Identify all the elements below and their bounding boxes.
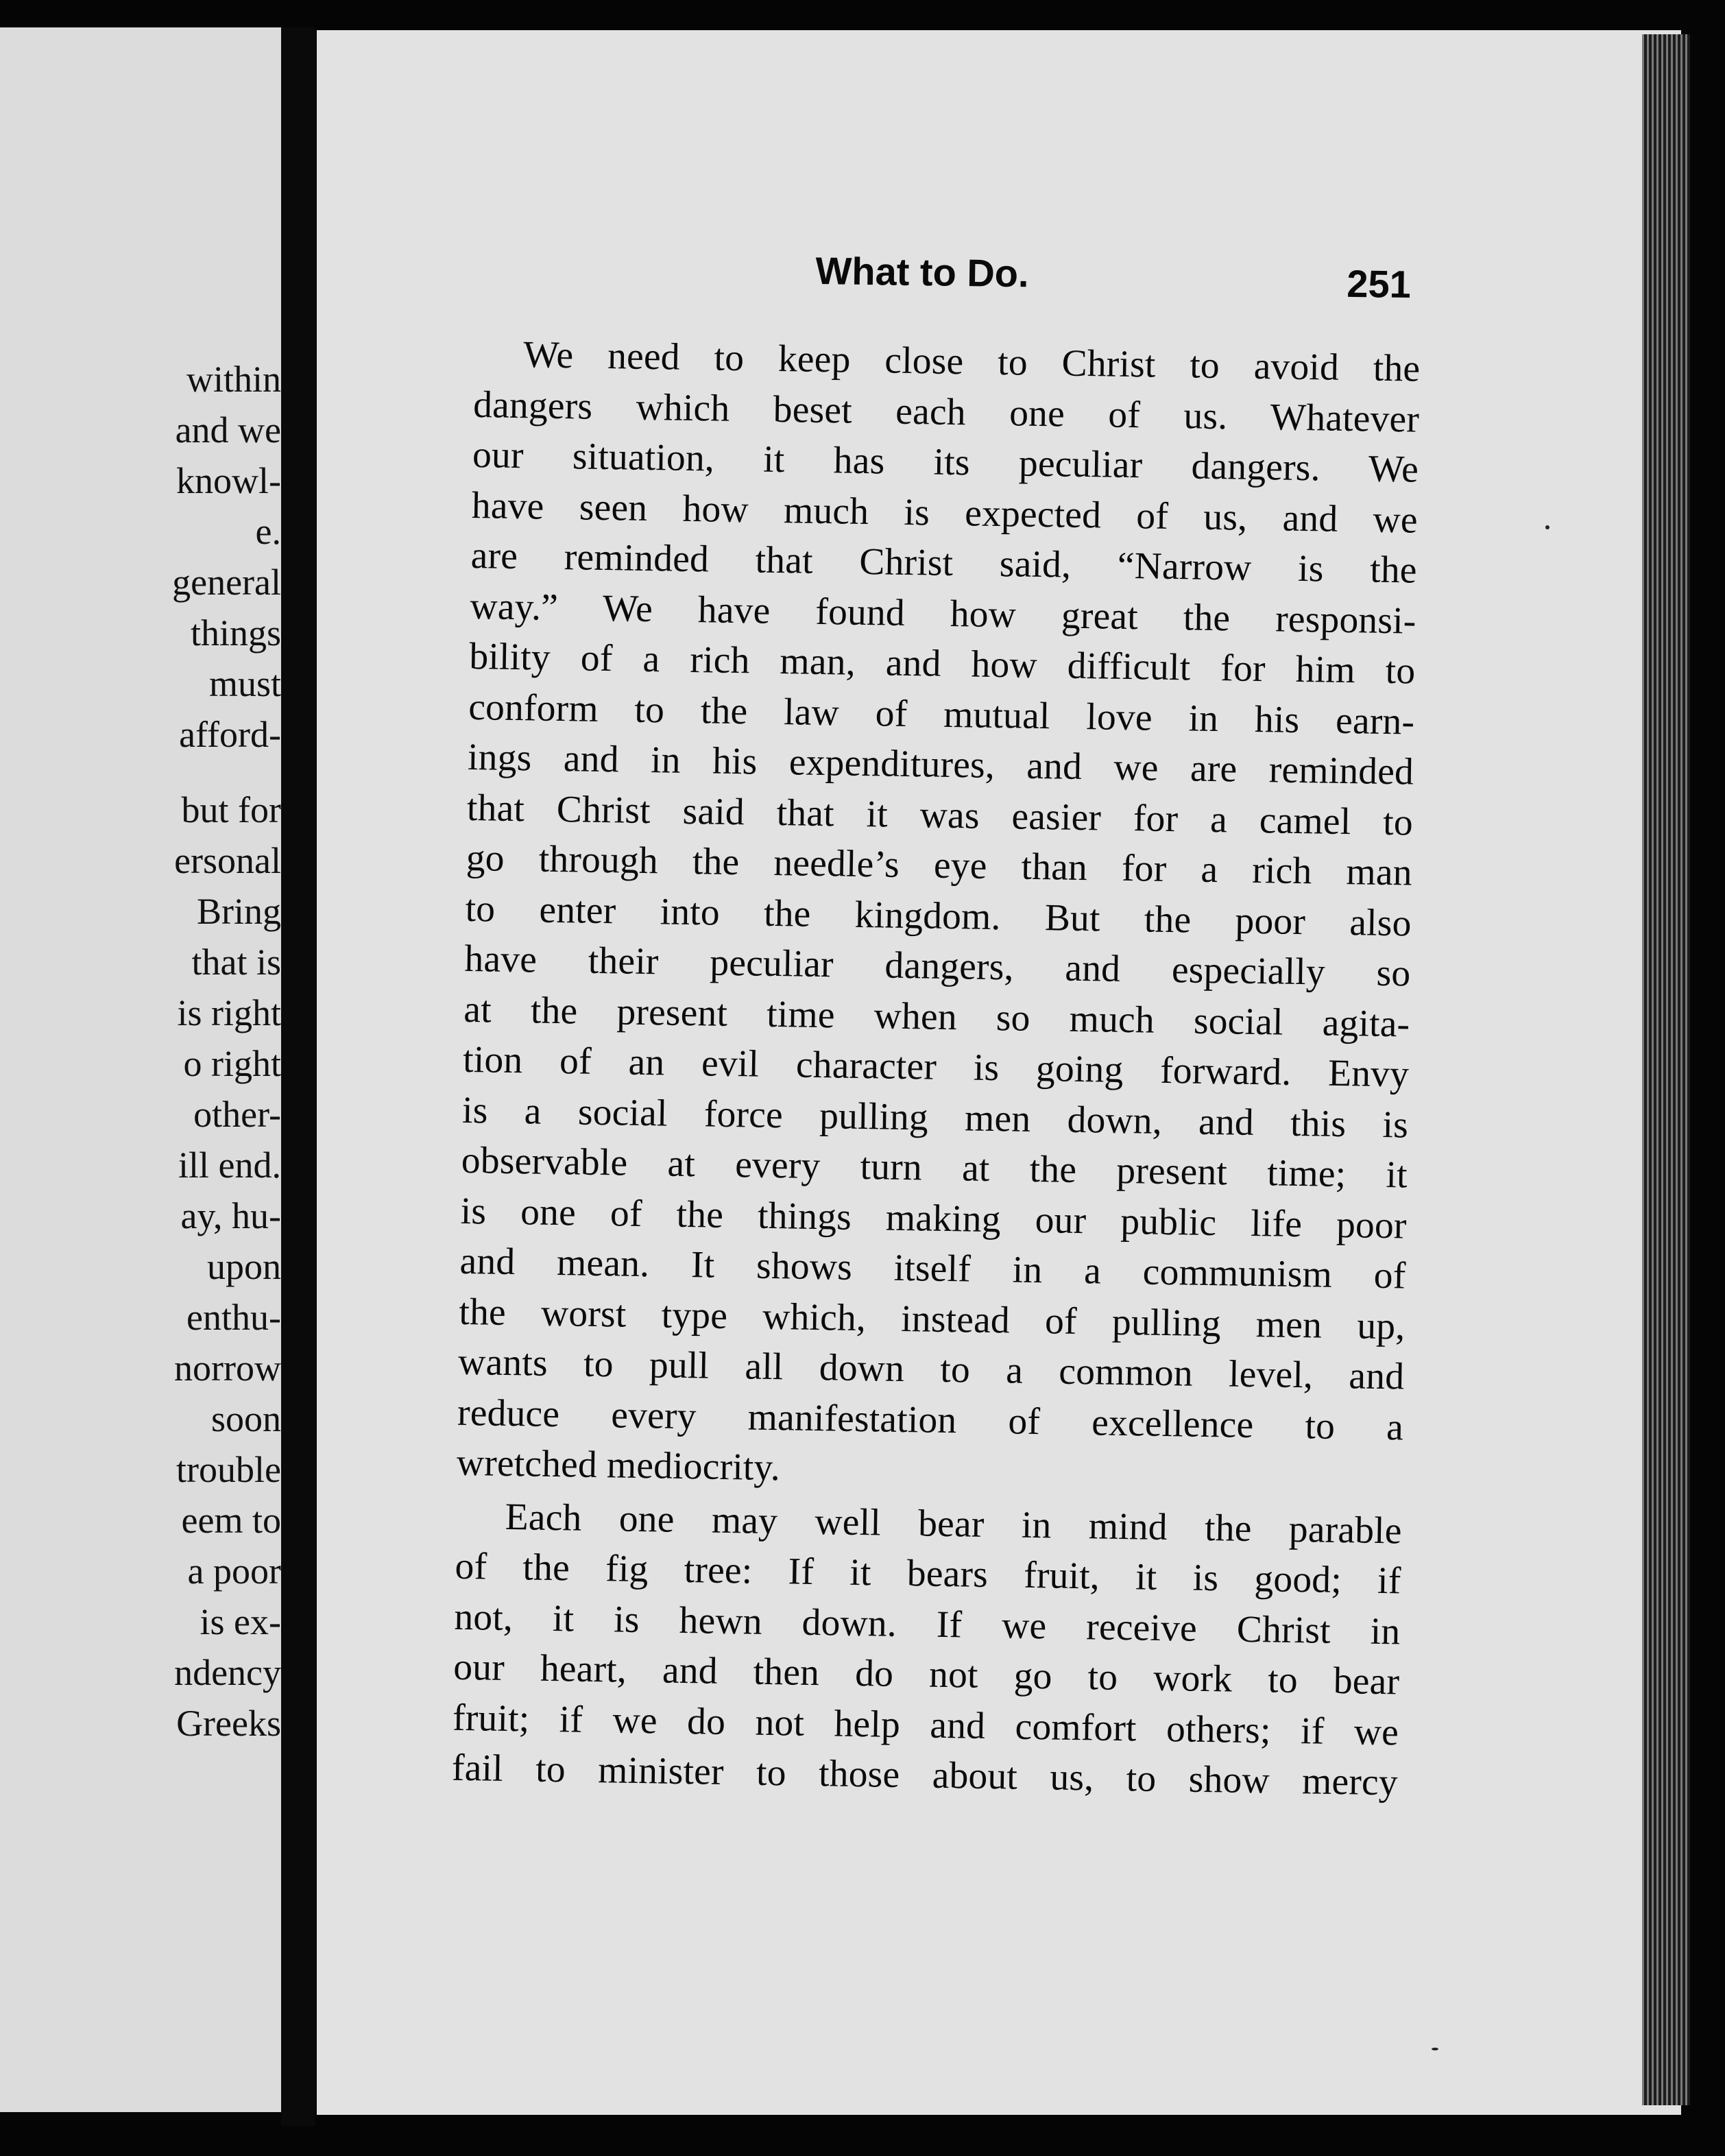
text-line: reduce every manifestation of excellence to a (457, 1391, 1404, 1448)
text-line: We need to keep close to Christ to avoid the (522, 334, 1421, 390)
text-line: our heart, and then do not go to work to bear (453, 1646, 1400, 1703)
text-line: not, it is hewn down. If we receive Christ in (454, 1596, 1401, 1653)
text-line: at the present time when so much social agita- (463, 988, 1410, 1046)
paragraph (456, 329, 1420, 1503)
page-number: 251 (1346, 261, 1412, 307)
text-line: dangers which beset each one of us. Whatever (472, 383, 1420, 441)
previous-page-line: soon (210, 1398, 281, 1439)
previous-page-line: trouble (176, 1449, 281, 1490)
blank-line (0, 760, 281, 784)
book-gutter (281, 27, 315, 2126)
text-line: fruit; if we do not help and comfort others; if we (452, 1697, 1399, 1753)
previous-page-line: ill end. (178, 1145, 281, 1186)
previous-page-line: other- (193, 1094, 281, 1135)
text-line: go through the needle’s eye than for a rich man (466, 837, 1413, 894)
text-line: have their peculiar dangers, and especially so (464, 937, 1411, 995)
previous-page-line: knowl- (176, 460, 281, 501)
running-head (815, 248, 1433, 312)
text-line: that Christ said that it was easier for a camel to (466, 787, 1414, 844)
previous-page-line: things (190, 612, 281, 654)
previous-page-line: is right (177, 992, 281, 1033)
text-line: observable at every turn at the present time; it (461, 1139, 1408, 1197)
chapter-title: What to Do. (815, 248, 1030, 296)
previous-page-text (0, 354, 281, 1749)
page-body-text (451, 329, 1420, 1808)
previous-page-line: that is (191, 942, 281, 983)
paragraph (451, 1491, 1402, 1808)
previous-page-line: e. (255, 511, 281, 552)
text-line: to enter into the kingdom. But the poor also (465, 887, 1412, 945)
previous-page-line: upon (207, 1246, 281, 1287)
previous-page-fragment (0, 27, 281, 2112)
previous-page-line: ay, hu- (180, 1195, 281, 1236)
previous-page-line: must (208, 663, 281, 704)
text-line: wretched mediocrity. (456, 1441, 781, 1489)
previous-page-line: afford- (179, 714, 281, 755)
text-line: ings and in his expenditures, and we are reminded (467, 736, 1414, 793)
text-line: have seen how much is expected of us, and we (471, 484, 1419, 542)
text-line: are reminded that Christ said, “Narrow is the (470, 534, 1418, 592)
previous-page-line: within (186, 359, 281, 400)
scan-speck (1432, 2048, 1438, 2050)
scan-speck (1545, 525, 1549, 529)
previous-page-line: ersonal (174, 840, 281, 881)
previous-page-line: general (172, 562, 281, 603)
previous-page-line: is ex- (200, 1601, 281, 1642)
text-line: of the fig tree: If it bears fruit, it is good; if (455, 1545, 1401, 1603)
previous-page-line: norrow (174, 1348, 281, 1389)
text-line: way.” We have found how great the responsi- (470, 585, 1416, 643)
text-line: fail to minister to those about us, to show mercy (451, 1747, 1399, 1804)
text-line: is one of the things making our public life poor (460, 1190, 1408, 1247)
page-edges (1642, 34, 1690, 2105)
text-line: Each one may well bear in mind the parable (505, 1496, 1403, 1552)
text-line: tion of an evil character is going forward. Envy (462, 1038, 1410, 1096)
previous-page-line: o right (183, 1043, 281, 1084)
previous-page-line: but for (181, 789, 281, 830)
previous-page-line: and we (175, 409, 281, 451)
previous-page-line: Bring (196, 891, 281, 932)
previous-page-line: eem to (181, 1500, 281, 1541)
previous-page-line: ndency (174, 1652, 281, 1693)
text-line: and mean. It shows itself in a communism of (459, 1240, 1406, 1297)
text-line: bility of a rich man, and how difficult for him to (469, 635, 1416, 693)
text-line: our situation, it has its peculiar dangers. We (472, 433, 1419, 491)
text-line: wants to pull all down to a common level, and (457, 1341, 1405, 1398)
previous-page-line: a poor (187, 1550, 281, 1592)
previous-page-line: Greeks (176, 1703, 281, 1744)
text-line: conform to the law of mutual love in his earn- (468, 686, 1415, 743)
previous-page-line: enthu- (186, 1297, 281, 1338)
text-line: the worst type which, instead of pulling men up, (459, 1291, 1406, 1348)
text-line: is a social force pulling men down, and this is (461, 1089, 1409, 1147)
